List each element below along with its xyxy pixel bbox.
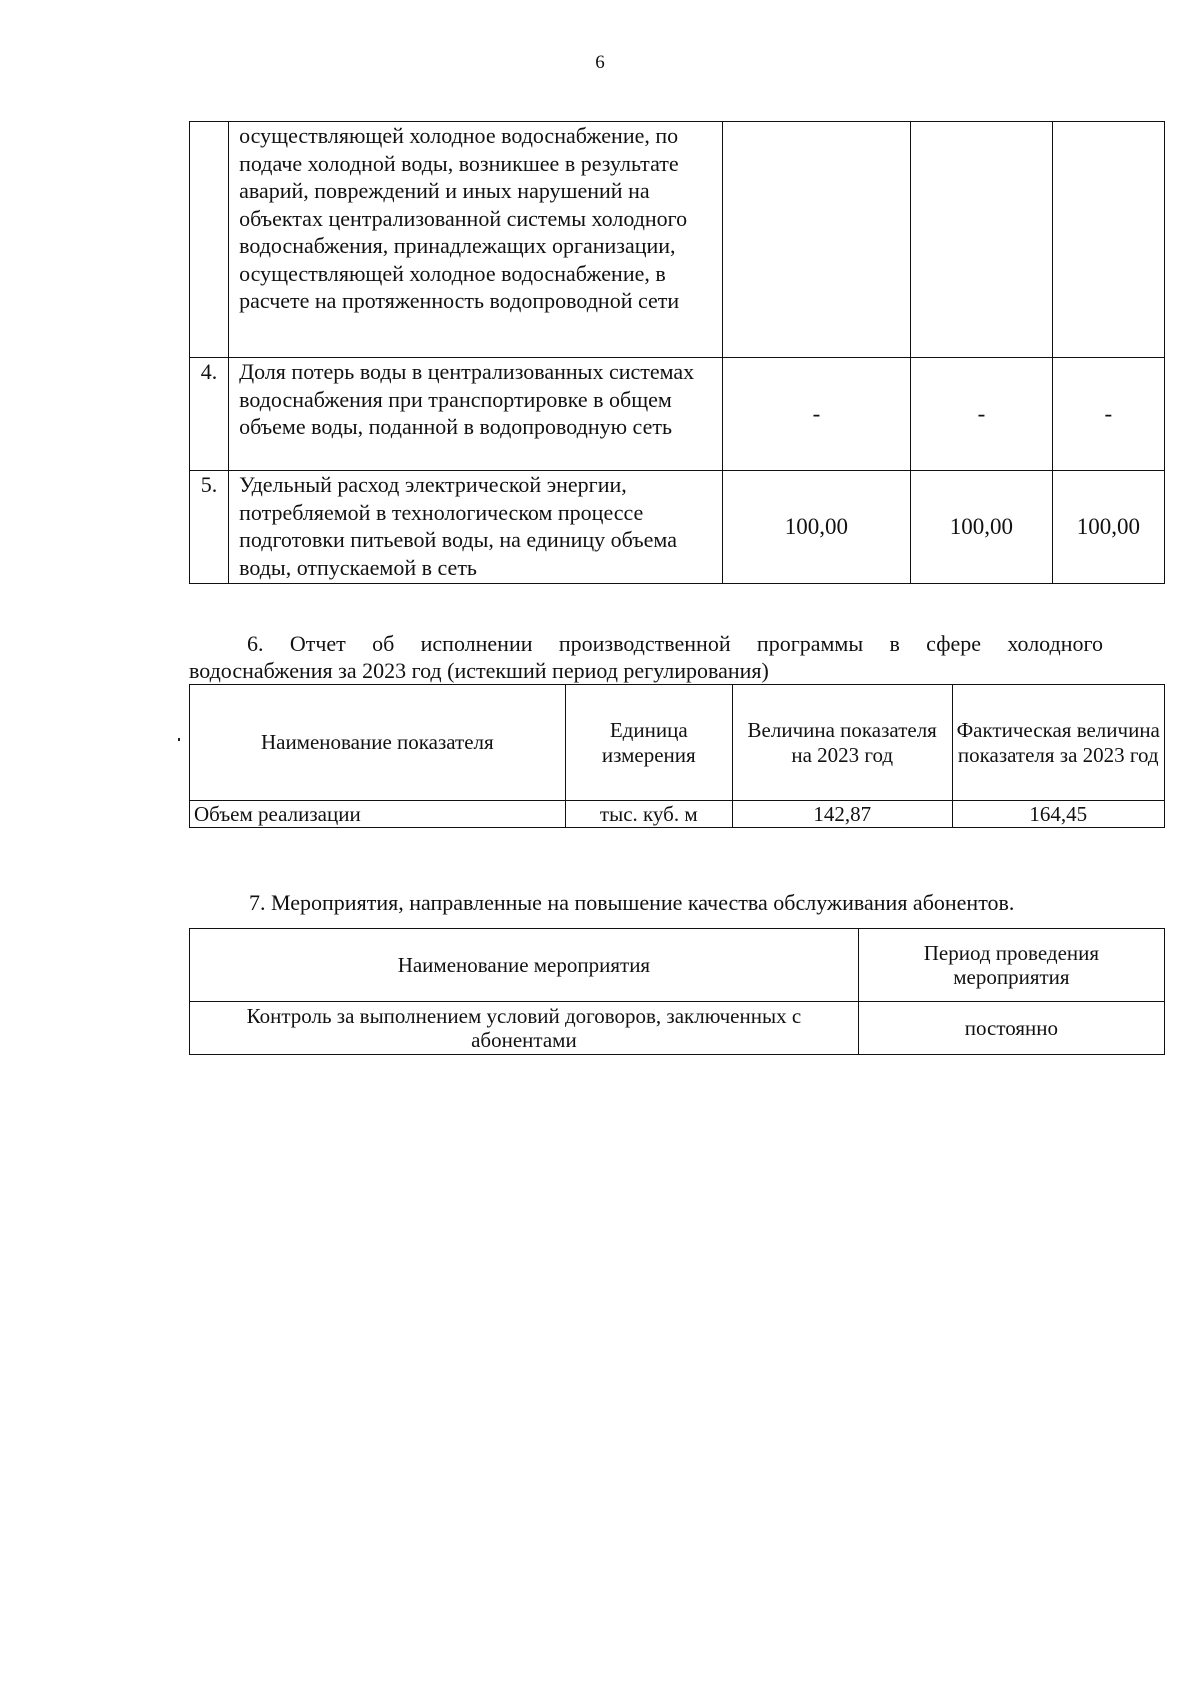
production-program-report-table — [189, 684, 1165, 828]
indicator-name: Доля потерь воды в централизованных системах водоснабжения при транспортировке в общем объеме воды, поданной в водопроводную сеть — [229, 358, 723, 471]
indicator-name: Объем реализации — [190, 801, 566, 828]
row-number — [190, 122, 229, 358]
table-header-row — [190, 685, 1165, 801]
row-number: 5. — [190, 471, 229, 584]
value-cell — [1052, 122, 1164, 358]
measure-name: Контроль за выполнением условий договоров, заключенных с абонентами — [190, 1002, 859, 1055]
column-header: Наименование показателя — [190, 685, 566, 801]
scan-mark — [178, 738, 180, 741]
actual-value-cell: 164,45 — [952, 801, 1165, 828]
column-header: Период проведения мероприятия — [858, 929, 1164, 1002]
value-cell: - — [1052, 358, 1164, 471]
column-header: Фактическая величина показателя за 2023 год — [952, 685, 1165, 801]
column-header: Величина показателя на 2023 год — [732, 685, 952, 801]
table-row — [190, 122, 1165, 358]
value-cell: - — [722, 358, 911, 471]
value-cell — [722, 122, 911, 358]
value-cell: 100,00 — [722, 471, 911, 584]
table-row — [190, 471, 1165, 584]
column-header: Наименование мероприятия — [190, 929, 859, 1002]
value-cell: - — [911, 358, 1052, 471]
table-row — [190, 1002, 1165, 1055]
column-header: Единица измерения — [565, 685, 732, 801]
section-6-heading-continued: водоснабжения за 2023 год (истекший период регулирования) — [189, 658, 769, 683]
value-cell — [911, 122, 1052, 358]
unit-cell: тыс. куб. м — [565, 801, 732, 828]
service-quality-measures-table — [189, 928, 1165, 1055]
value-cell: 100,00 — [1052, 471, 1164, 584]
section-6-heading: 6. Отчет об исполнении производственной программы в сфере холодного — [247, 631, 1103, 656]
section-7-heading: 7. Мероприятия, направленные на повышение качества обслуживания абонентов. — [249, 890, 1015, 915]
table-header-row — [190, 929, 1165, 1002]
table-row — [190, 358, 1165, 471]
planned-value-cell: 142,87 — [732, 801, 952, 828]
measure-period: постоянно — [858, 1002, 1164, 1055]
value-cell: 100,00 — [911, 471, 1052, 584]
page-number: 6 — [595, 52, 605, 73]
indicators-table-continued — [189, 121, 1165, 584]
indicator-name: Удельный расход электрической энергии, потребляемой в технологическом процессе подготовки питьевой воды, на единицу объема воды, отпускаемой в сеть — [229, 471, 723, 584]
row-number: 4. — [190, 358, 229, 471]
table-row — [190, 801, 1165, 828]
indicator-name: осуществляющей холодное водоснабжение, по подаче холодной воды, возникшее в результате аварий, повреждений и иных нарушений на объектах централизованной системы холодного водоснабжения, принадлежащих организации, осуществляющей холодное водоснабжение, в расчете на протяженность водопроводной сети — [229, 122, 723, 358]
